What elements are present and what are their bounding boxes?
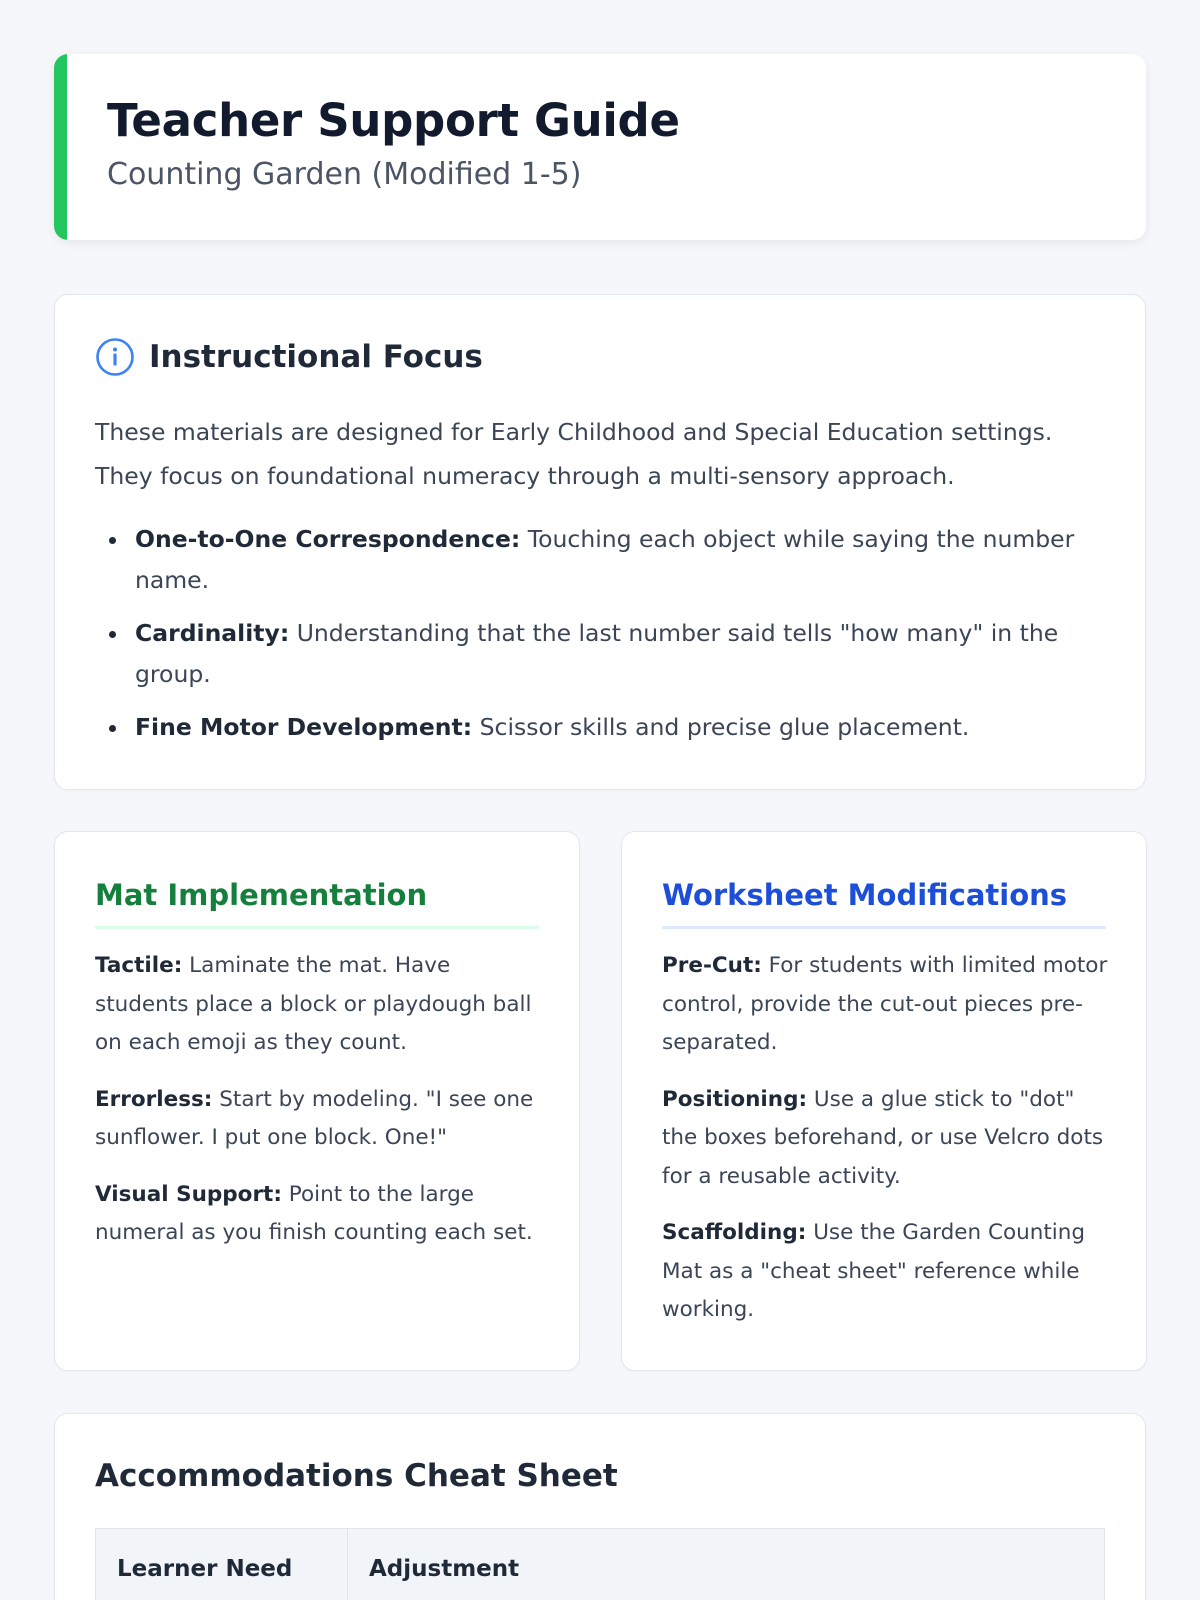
accommodations-card bbox=[54, 1413, 1146, 1600]
mat-implementation-card bbox=[54, 831, 580, 1371]
column-header-adjustment: Adjustment bbox=[348, 1529, 1105, 1600]
page-title: Teacher Support Guide bbox=[107, 94, 680, 147]
worksheet-modifications-title: Worksheet Modifications bbox=[662, 878, 1106, 929]
instructional-focus-list bbox=[95, 519, 1105, 760]
tip-text: Laminate the mat. Have students place a block or playdough ball on each emoji as they count. bbox=[95, 953, 532, 1055]
accommodations-table bbox=[95, 1528, 1105, 1600]
list-item bbox=[95, 707, 1105, 748]
worksheet-modifications-body bbox=[662, 947, 1108, 1348]
instructional-focus-intro: These materials are designed for Early Childhood and Special Education settings. They focus on foundational numeracy through a multi-sensory approach. bbox=[95, 418, 1053, 490]
tip-paragraph bbox=[95, 1081, 541, 1158]
tip-text: Use the Garden Counting Mat as a "cheat sheet" reference while working. bbox=[662, 1220, 1086, 1322]
column-header-learner-need: Learner Need bbox=[96, 1529, 348, 1600]
mat-implementation-body bbox=[95, 947, 541, 1271]
header-card bbox=[54, 54, 1146, 240]
tip-label: Visual Support: bbox=[95, 1181, 282, 1207]
list-item-text: Understanding that the last number said tells "how many" in the group. bbox=[135, 619, 1059, 688]
list-item bbox=[95, 519, 1105, 601]
tip-paragraph bbox=[95, 1176, 541, 1253]
table-header-row bbox=[96, 1529, 1105, 1600]
list-item bbox=[95, 613, 1105, 695]
tip-text: Use a glue stick to "dot" the boxes beforehand, or use Velcro dots for a reusable activity. bbox=[662, 1086, 1104, 1189]
page-subtitle: Counting Garden (Modified 1-5) bbox=[107, 157, 582, 192]
tip-paragraph bbox=[662, 947, 1108, 1063]
instructional-focus-card bbox=[54, 294, 1146, 790]
list-item-text: Scissor skills and precise glue placement. bbox=[472, 713, 970, 741]
tip-label: Pre-Cut: bbox=[662, 953, 762, 978]
tip-label: Tactile: bbox=[95, 953, 183, 978]
tip-paragraph bbox=[662, 1214, 1108, 1330]
tip-paragraph bbox=[662, 1081, 1108, 1197]
worksheet-modifications-card bbox=[621, 831, 1147, 1371]
list-item-text: Touching each object while saying the number name. bbox=[135, 525, 1075, 594]
tip-text: Start by modeling. "I see one sunflower. I put one block. One!" bbox=[95, 1086, 534, 1150]
tip-label: Errorless: bbox=[95, 1086, 213, 1112]
mat-implementation-title: Mat Implementation bbox=[95, 878, 539, 929]
tip-label: Positioning: bbox=[662, 1086, 808, 1112]
list-item-label: Cardinality: bbox=[135, 619, 290, 647]
list-item-label: One-to-One Correspondence: bbox=[135, 525, 521, 553]
tip-label: Scaffolding: bbox=[662, 1220, 807, 1245]
instructional-focus-header bbox=[95, 337, 483, 377]
info-circle-icon bbox=[95, 337, 135, 377]
tip-paragraph bbox=[95, 947, 541, 1063]
tip-text: For students with limited motor control, provide the cut-out pieces pre-separated. bbox=[662, 953, 1108, 1055]
list-item-label: Fine Motor Development: bbox=[135, 713, 473, 741]
accommodations-title: Accommodations Cheat Sheet bbox=[95, 1458, 618, 1494]
instructional-focus-title: Instructional Focus bbox=[149, 339, 483, 375]
header-accent-bar bbox=[54, 54, 67, 240]
tip-text: Point to the large numeral as you finish counting each set. bbox=[95, 1181, 533, 1245]
